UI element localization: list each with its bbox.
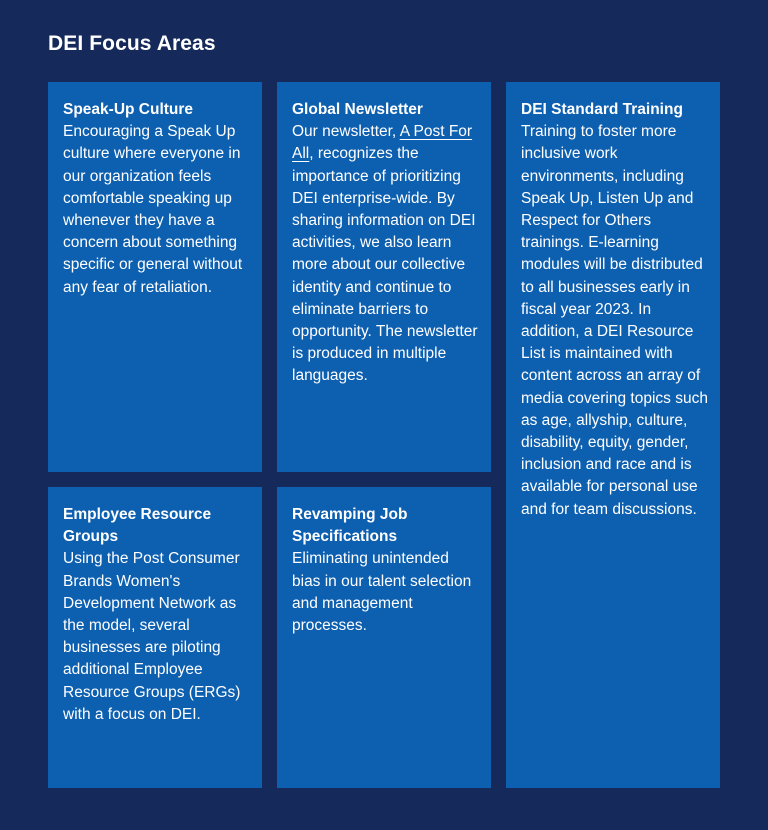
card-employee-resource-groups [48,487,262,788]
card-title: DEI Standard Training [521,101,683,118]
card-body: Training to foster more inclusive work environments, including Speak Up, Listen Up and Respect for Others trainings. E-learning modules will be distributed to all businesses early in fiscal year 2023. In addition, a DEI Resource List is maintained with content across an array of media covering topics such as age, allyship, culture, disability, equity, gender, inclusion and race and is available for personal use and for team discussions. [521,123,708,518]
card-revamping-job-specifications [277,487,491,788]
card-title: Revamping Job Specifications [292,506,408,546]
card-global-newsletter [277,82,491,472]
card-title: Speak-Up Culture [63,101,194,118]
card-dei-standard-training [506,82,720,788]
newsletter-link[interactable]: A Post For All [292,123,473,163]
card-body: Eliminating unintended bias in our talent selection and management processes. [292,550,472,635]
card-title: Global Newsletter [292,101,423,118]
card-title: Employee Resource Groups [63,506,212,546]
card-speak-up-culture [48,82,262,472]
card-body [292,121,481,387]
card-body: Using the Post Consumer Brands Women's Development Network as the model, several businesses are piloting additional Employee Resource Groups (ERGs) with a focus on DEI. [63,550,241,723]
card-body-intro: Our newsletter, [292,123,400,141]
card-body: Encouraging a Speak Up culture where everyone in our organization feels comfortable speaking up whenever they have a concern about something specific or general without any fear of retaliation. [63,123,243,296]
page-title: DEI Focus Areas [48,32,216,55]
card-body-rest: , recognizes the importance of prioritizing DEI enterprise-wide. By sharing information on DEI activities, we also learn more about our collective identity and continue to eliminate barriers to opportunity. The newsletter is produced in multiple languages. [292,145,478,385]
